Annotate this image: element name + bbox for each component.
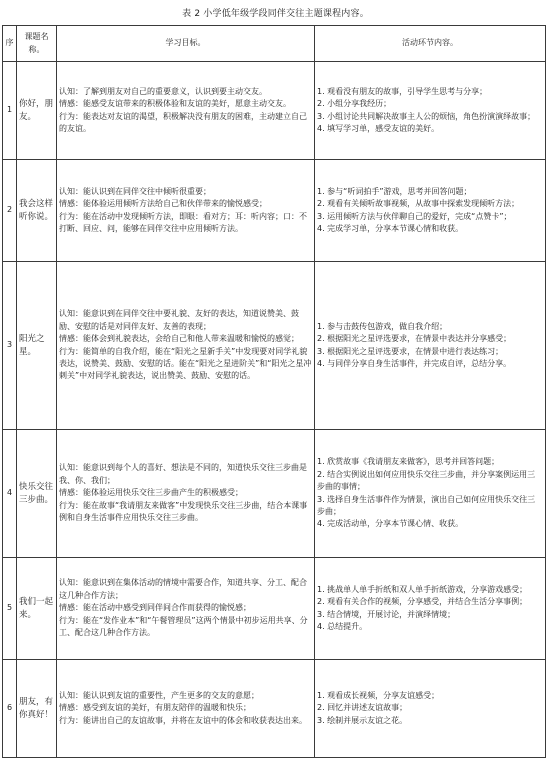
activity-line: 4. 与同伴分享自身生活事件，并完成自评，总结分享。 xyxy=(317,358,512,368)
activity-line: 2. 观看有关合作的视频，分享感受，并结合生活分享事例； xyxy=(317,597,528,607)
activity-line: 1. 参与击鼓传包游戏，做自我介绍； xyxy=(317,321,448,331)
activity-line: 3. 运用倾听方法与伙伴聊自己的爱好，完成“点赞卡”； xyxy=(317,211,512,221)
course-name: 阳光之星。 xyxy=(17,262,57,430)
goal-line: 认知：能认识到友谊的重要性，产生更多的交友的意愿； xyxy=(59,690,259,700)
table-header-row xyxy=(3,26,546,62)
learning-goals xyxy=(57,558,315,660)
goal-line: 行为：能在“发作业本”和“午餐管理员”这两个情景中初步运用共享、分工、配合这几种合作方法。 xyxy=(59,615,308,638)
activity-line: 1. 欣赏故事《我请朋友来做客》，思考并回答问题； xyxy=(317,457,500,467)
activity-line: 1. 参与“听词拍手”游戏，思考并回答问题； xyxy=(317,186,472,196)
course-name: 我会这样听你说。 xyxy=(17,160,57,262)
header-learning-goals: 学习目标。 xyxy=(57,26,315,62)
table-caption: 表 2 小学低年级学段同伴交往主题课程内容。 xyxy=(182,9,369,19)
goal-line: 情感：能在活动中感受到同伴间合作而获得的愉悦感； xyxy=(59,603,251,613)
activity-line: 4. 总结提升。 xyxy=(317,621,368,631)
goal-line: 行为：能简单的自我介绍，能在“阳光之星新手关”中发现要对同学礼貌表达，说赞美、鼓励、安慰的话。能在“阳光之星进阶关”和“阳光之星冲刺关”中对同学礼貌表达，说出赞美、鼓励、安慰的话。 xyxy=(59,346,312,381)
activity-line: 3. 选择自身生活事件作为情景，演出自己如何应用快乐交往三步曲； xyxy=(317,494,536,516)
activity-line: 2. 小组分享我经历； xyxy=(317,99,392,109)
activity-steps xyxy=(315,62,546,160)
course-name: 快乐交往三步曲。 xyxy=(17,430,57,558)
table-row xyxy=(3,262,546,430)
goal-line: 认知：能认识到在同伴交往中倾听很重要； xyxy=(59,186,211,196)
row-index: 1 xyxy=(3,62,17,160)
goal-line: 行为：能讲出自己的友谊故事，并将在友谊中的体会和收获表达出来。 xyxy=(59,715,307,725)
curriculum-table xyxy=(2,25,546,758)
activity-line: 3. 结合情境，开展讨论，并演绎情境； xyxy=(317,609,456,619)
activity-steps xyxy=(315,430,546,558)
activity-line: 2. 根据阳光之星评选要求，在情景中表达并分享感受； xyxy=(317,334,512,344)
activity-steps xyxy=(315,160,546,262)
goal-line: 认知：能意识到在集体活动的情境中需要合作，知道共享、分工、配合这几种合作方法； xyxy=(59,578,307,600)
goal-line: 认知：能意识到在同伴交往中要礼貌、友好的表达，知道说赞美、鼓励、安慰的话是对同伴友好、友善的表现； xyxy=(59,309,299,331)
activity-line: 4. 填写学习单，感受友谊的美好。 xyxy=(317,123,440,133)
activity-line: 4. 完成学习单，分享本节课心情和收获。 xyxy=(317,223,464,233)
activity-steps xyxy=(315,660,546,758)
activity-steps xyxy=(315,558,546,660)
row-index: 4 xyxy=(3,430,17,558)
activity-line: 3. 根据阳光之星评选要求，在情景中进行表达练习； xyxy=(317,346,504,356)
learning-goals xyxy=(57,660,315,758)
header-index: 序 xyxy=(3,26,17,62)
table-row xyxy=(3,558,546,660)
course-name: 我们一起来。 xyxy=(17,558,57,660)
activity-line: 2. 回忆并讲述友谊故事； xyxy=(317,703,408,713)
goal-line: 认知：能意识到每个人的喜好、想法是不同的，知道快乐交往三步曲是我、你、我们； xyxy=(59,463,307,485)
activity-steps xyxy=(315,262,546,430)
row-index: 3 xyxy=(3,262,17,430)
table-row xyxy=(3,62,546,160)
goal-line: 情感：感受到友谊的美好，有朋友陪伴的温暖和快乐； xyxy=(59,703,251,713)
goal-line: 认知：了解到朋友对自己的重要意义，认识到要主动交友。 xyxy=(59,86,267,96)
header-activities: 活动环节内容。 xyxy=(315,26,546,62)
row-index: 5 xyxy=(3,558,17,660)
activity-line: 1. 观看成长视频，分享友谊感受； xyxy=(317,690,440,700)
goal-line: 情感：能体会到礼貌表达，会给自己和他人带来温暖和愉悦的感觉； xyxy=(59,334,299,344)
learning-goals xyxy=(57,262,315,430)
goal-line: 行为：能表达对友谊的渴望，积极解决没有朋友的困难，主动建立自己的友谊。 xyxy=(59,111,307,133)
activity-line: 1. 观看没有朋友的故事，引导学生思考与分享； xyxy=(317,86,488,96)
goal-line: 情感：能体验运用快乐交往三步曲产生的积极感受； xyxy=(59,488,243,498)
activity-line: 3. 小组讨论共同解决故事主人公的烦恼，角色扮演演绎故事； xyxy=(317,111,536,121)
activity-line: 2. 观看有关倾听故事视频，从故事中探索发现倾听方法； xyxy=(317,199,520,209)
table-row xyxy=(3,160,546,262)
course-name: 朋友，有你真好！ xyxy=(17,660,57,758)
table-row xyxy=(3,660,546,758)
header-course-name: 课题名称。 xyxy=(17,26,57,62)
learning-goals xyxy=(57,430,315,558)
course-name: 你好，朋友。 xyxy=(17,62,57,160)
activity-line: 4. 完成活动单，分享本节课心情、收获。 xyxy=(317,519,464,529)
goal-line: 行为：能在故事“我请朋友来做客”中发现快乐交往三步曲，结合本课事例和自身生活事件应用快乐交往三步曲。 xyxy=(59,500,308,523)
row-index: 6 xyxy=(3,660,17,758)
learning-goals xyxy=(57,62,315,160)
table-row xyxy=(3,430,546,558)
goal-line: 情感：能感受友谊带来的积极体验和友谊的美好，愿意主动交友。 xyxy=(59,99,291,109)
learning-goals xyxy=(57,160,315,262)
activity-line: 2. 结合实例说出如何应用快乐交往三步曲，并分享案例运用三步曲的事情； xyxy=(317,469,536,492)
goal-line: 情感：能体验运用倾听方法给自己和伙伴带来的愉悦感受； xyxy=(59,199,267,209)
goal-line: 行为：能在活动中发现倾听方法，即眼：看对方；耳：听内容；口：不打断、回应、问，能够在同伴交往中应用倾听方法。 xyxy=(59,211,307,233)
activity-line: 1. 挑战单人单手折纸和双人单手折纸游戏，分享游戏感受； xyxy=(317,584,528,594)
activity-line: 3. 绘制并展示友谊之花。 xyxy=(317,715,408,725)
row-index: 2 xyxy=(3,160,17,262)
